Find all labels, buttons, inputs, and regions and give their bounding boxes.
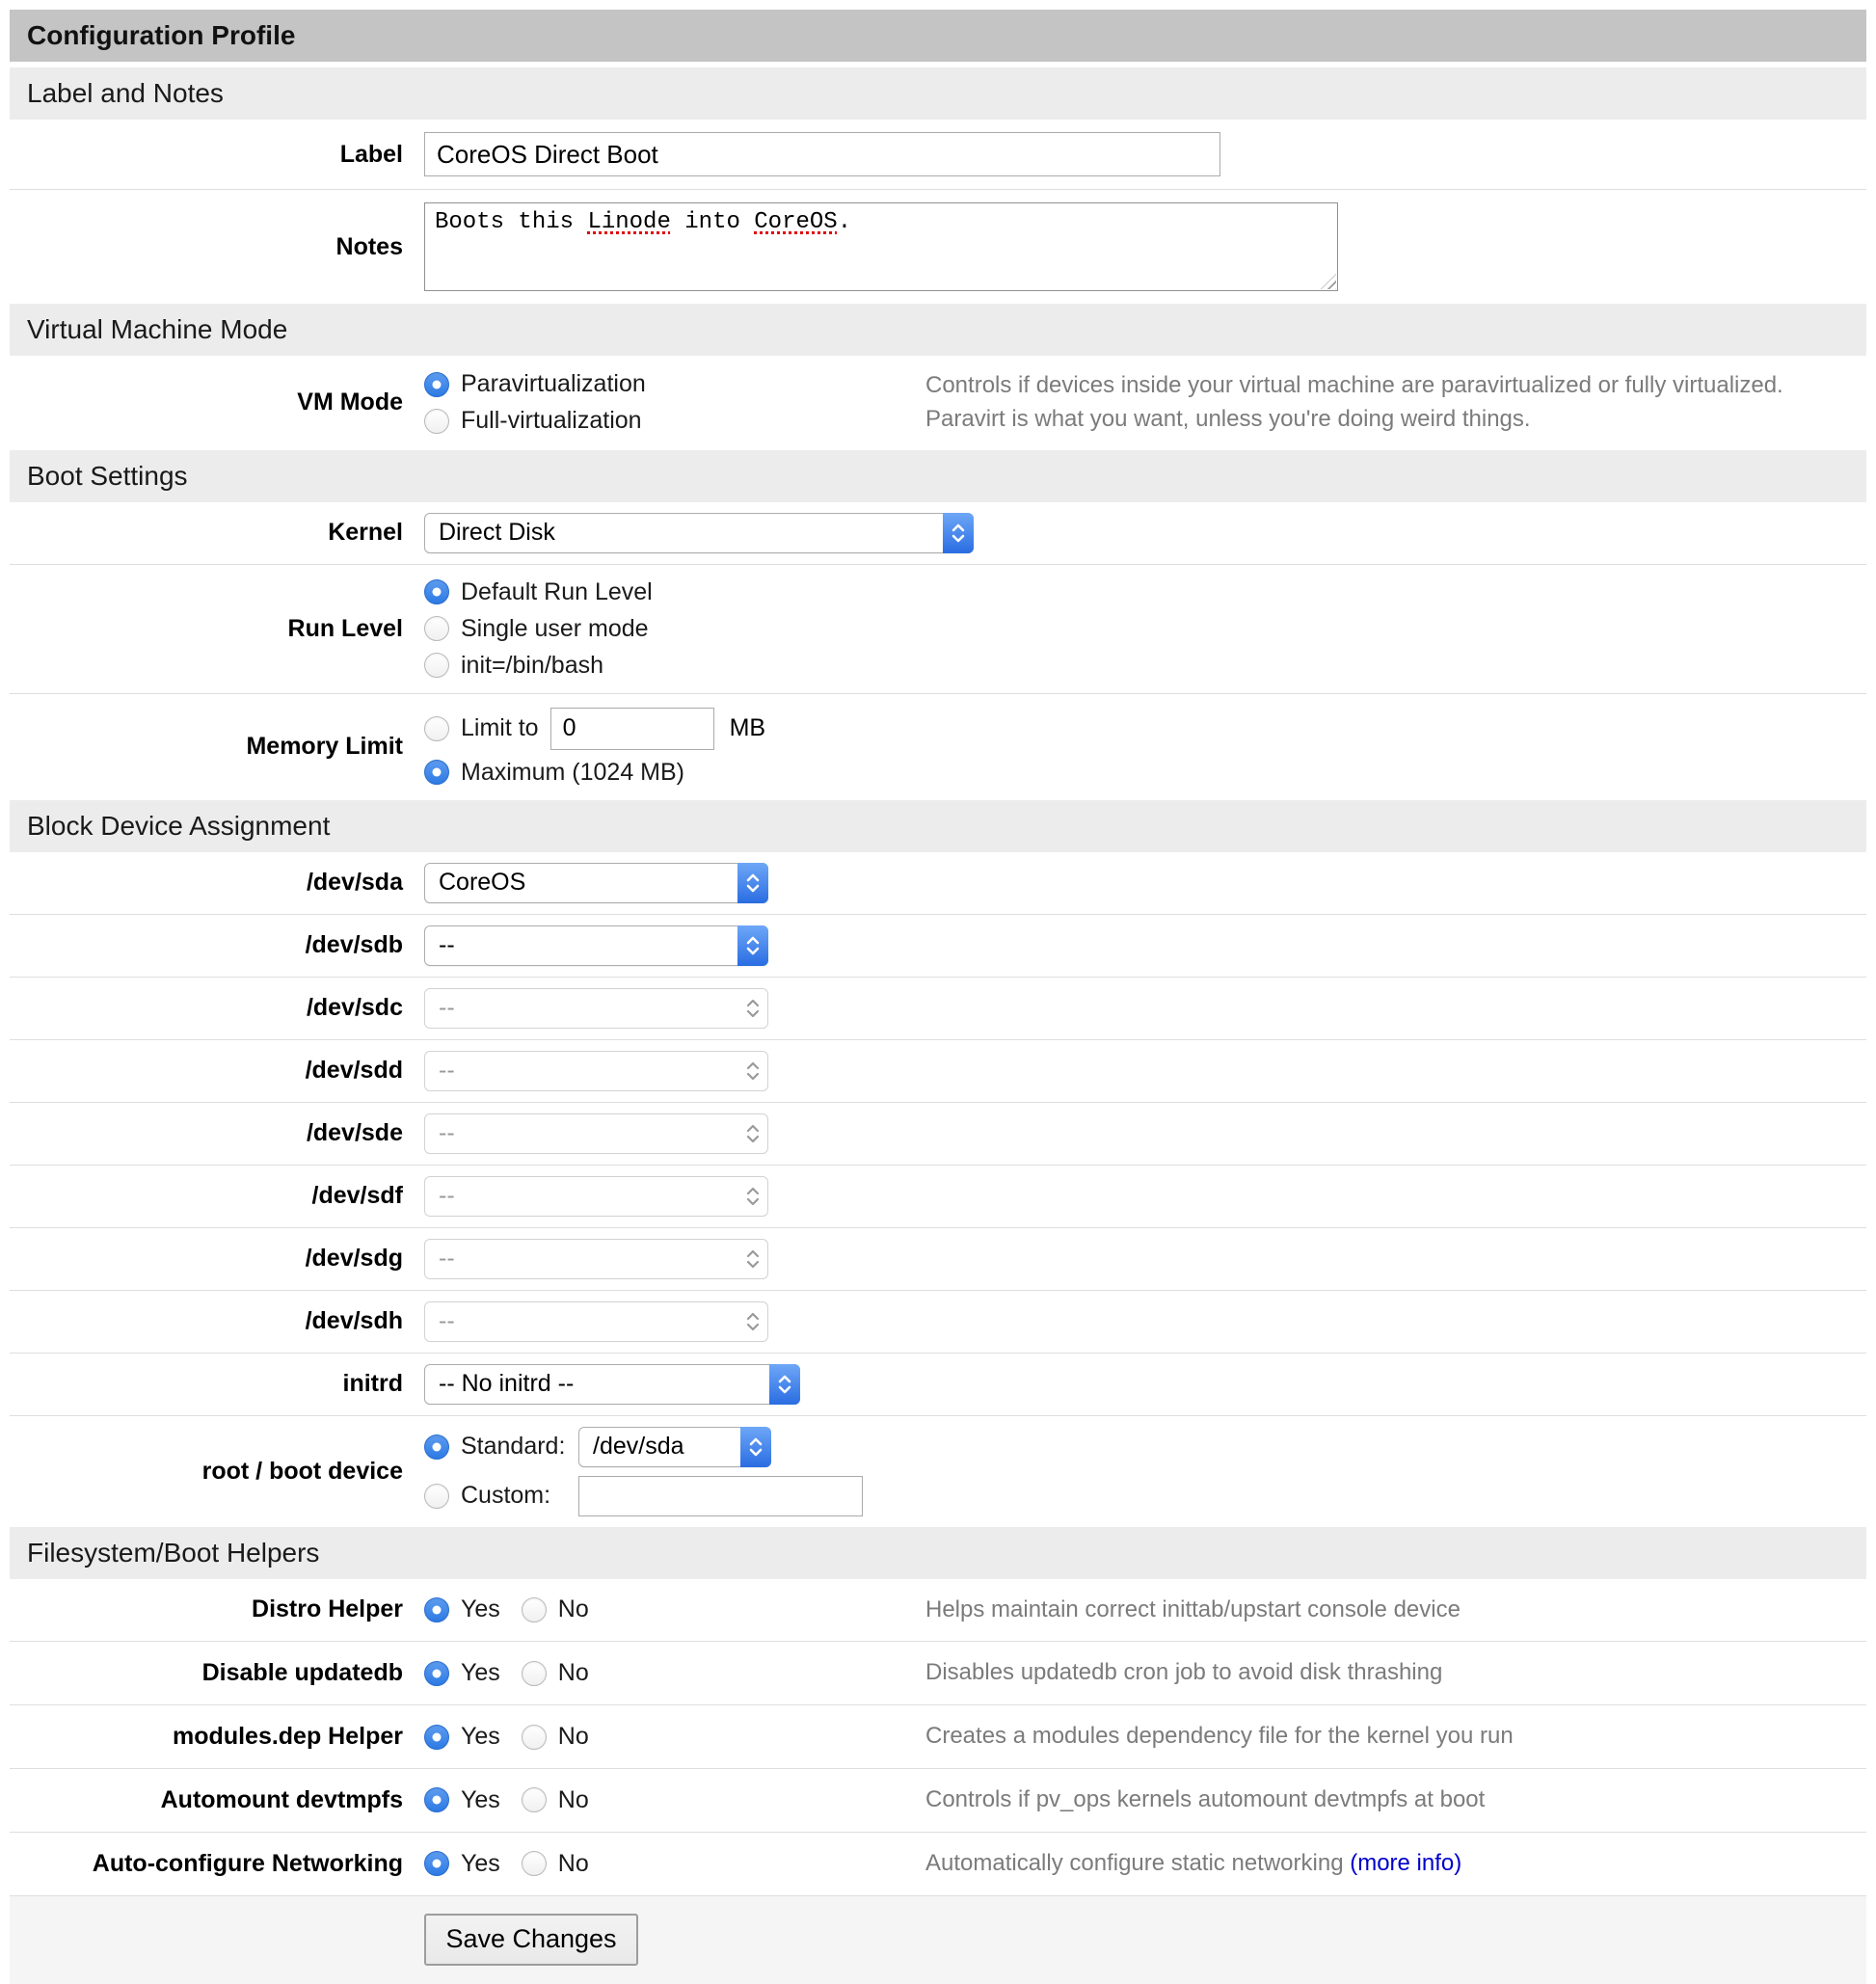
block-device-row: [10, 977, 1866, 1039]
block-device-row: [10, 1039, 1866, 1102]
helper-help-text: Automatically configure static networking (more info): [925, 1849, 1462, 1876]
block-device-row: [10, 1165, 1866, 1227]
page-title-bar: [10, 10, 1866, 62]
section-header-label: Boot Settings: [27, 460, 188, 491]
block-device-row: [10, 1102, 1866, 1165]
section-header-label: Filesystem/Boot Helpers: [27, 1537, 320, 1568]
chevron-up-down-icon: [943, 513, 974, 553]
radio-automount-devtmpfs-yes[interactable]: [424, 1787, 449, 1812]
radio-paravirtualization-label: Paravirtualization: [461, 370, 646, 398]
device-label: /dev/sdb: [305, 931, 403, 959]
helper-help-text: Controls if pv_ops kernels automount devtmpfs at boot: [925, 1785, 1486, 1812]
helper-label: modules.dep Helper: [173, 1723, 403, 1751]
device-label: /dev/sdh: [305, 1307, 403, 1335]
block-device-row: [10, 852, 1866, 914]
radio-init-bin-bash-label: init=/bin/bash: [461, 651, 604, 679]
kernel-row: [10, 502, 1866, 564]
helper-help-text: Disables updatedb cron job to avoid disk thrashing: [925, 1659, 1443, 1686]
device-sdd-select: --: [424, 1051, 768, 1091]
radio-disable-updatedb-no[interactable]: [522, 1661, 547, 1686]
chevron-up-down-icon: [738, 1247, 767, 1271]
radio-memory-maximum-label: Maximum (1024 MB): [461, 758, 684, 786]
helper-row-devtmpfs: Automount devtmpfs Yes No Controls if pv_ops kernels automount devtmpfs at boot: [10, 1768, 1866, 1832]
radio-automount-devtmpfs-no[interactable]: [522, 1787, 547, 1812]
vm-mode-label: VM Mode: [297, 389, 403, 416]
label-input[interactable]: [424, 132, 1220, 176]
notes-field-label: Notes: [335, 232, 403, 260]
label-field-label: Label: [339, 140, 403, 168]
block-device-row: [10, 1227, 1866, 1290]
section-header-boot-settings: [10, 450, 1866, 502]
helper-row-networking: Auto-configure Networking Yes No Automatically configure static networking (more info): [10, 1832, 1866, 1895]
device-label: /dev/sde: [306, 1119, 403, 1147]
chevron-up-down-icon: [738, 1185, 767, 1208]
radio-autoconfig-networking-no[interactable]: [522, 1851, 547, 1876]
root-device-select[interactable]: /dev/sda: [578, 1427, 771, 1467]
block-device-row: [10, 1290, 1866, 1353]
chevron-up-down-icon: [737, 925, 768, 966]
radio-memory-maximum[interactable]: [424, 760, 449, 785]
initrd-label: initrd: [342, 1370, 403, 1398]
radio-modules-dep-yes[interactable]: [424, 1725, 449, 1750]
radio-init-bin-bash[interactable]: [424, 653, 449, 678]
radio-modules-dep-no[interactable]: [522, 1725, 547, 1750]
run-level-label: Run Level: [287, 614, 403, 642]
radio-single-user-mode-label: Single user mode: [461, 614, 649, 642]
device-sdb-select[interactable]: --: [424, 925, 768, 966]
memory-limit-label: Memory Limit: [246, 733, 403, 761]
more-info-link[interactable]: (more info): [1350, 1849, 1462, 1876]
notes-text-misspelled: Linode: [587, 209, 671, 235]
section-header-fs-helpers: [10, 1527, 1866, 1579]
radio-root-custom[interactable]: [424, 1484, 449, 1509]
initrd-row: [10, 1353, 1866, 1415]
vm-mode-row: [10, 356, 1866, 450]
device-label: /dev/sdg: [305, 1245, 403, 1273]
radio-memory-limit-to[interactable]: [424, 716, 449, 741]
radio-root-standard-label: Standard:: [461, 1433, 566, 1461]
chevron-up-down-icon: [738, 1059, 767, 1083]
initrd-select[interactable]: -- No initrd --: [424, 1364, 800, 1405]
section-header-label: Block Device Assignment: [27, 810, 331, 841]
root-boot-device-row: [10, 1415, 1866, 1527]
radio-memory-limit-to-label: Limit to: [461, 714, 539, 742]
device-label: /dev/sdd: [305, 1057, 403, 1085]
section-header-label: Virtual Machine Mode: [27, 314, 288, 344]
device-label: /dev/sda: [306, 869, 403, 897]
memory-unit-label: MB: [729, 714, 766, 742]
memory-limit-input[interactable]: [550, 708, 714, 750]
device-sdf-select: --: [424, 1176, 768, 1217]
chevron-up-down-icon: [737, 863, 768, 903]
helper-label: Automount devtmpfs: [160, 1785, 403, 1813]
radio-root-custom-label: Custom:: [461, 1482, 551, 1510]
helper-label: Distro Helper: [252, 1595, 403, 1623]
helper-label: Disable updatedb: [201, 1659, 403, 1687]
helper-row-modules-dep: modules.dep Helper Yes No Creates a modules dependency file for the kernel you run: [10, 1704, 1866, 1768]
helper-row-distro: Distro Helper Yes No Helps maintain correct inittab/upstart console device: [10, 1579, 1866, 1642]
helper-help-text: Creates a modules dependency file for the kernel you run: [925, 1723, 1514, 1750]
radio-single-user-mode[interactable]: [424, 616, 449, 641]
vm-mode-help: Controls if devices inside your virtual machine are paravirtualized or fully virtualized. Paravirt is what you want, unless you're doing weird things.: [925, 372, 1783, 432]
chevron-up-down-icon: [738, 1310, 767, 1333]
notes-text: .: [837, 209, 852, 235]
radio-distro-helper-no[interactable]: [522, 1597, 547, 1622]
helper-label: Auto-configure Networking: [92, 1849, 403, 1877]
notes-textarea[interactable]: [424, 202, 1338, 291]
section-header-block-device: [10, 800, 1866, 852]
memory-limit-row: [10, 693, 1866, 800]
device-sdh-select: --: [424, 1301, 768, 1342]
notes-text: into: [670, 209, 755, 235]
helper-row-updatedb: Disable updatedb Yes No Disables updatedb cron job to avoid disk thrashing: [10, 1641, 1866, 1704]
save-changes-button[interactable]: Save Changes: [424, 1914, 638, 1966]
kernel-select[interactable]: [424, 513, 974, 553]
notes-text: Boots this: [435, 209, 588, 235]
chevron-up-down-icon: [769, 1364, 800, 1405]
label-row: [10, 120, 1866, 189]
section-header-vm-mode: [10, 304, 1866, 356]
radio-autoconfig-networking-yes[interactable]: [424, 1851, 449, 1876]
root-custom-input[interactable]: [578, 1476, 863, 1516]
resize-grip-icon[interactable]: [1321, 274, 1336, 289]
radio-full-virtualization-label: Full-virtualization: [461, 407, 642, 435]
root-boot-device-label: root / boot device: [201, 1457, 403, 1485]
device-sdg-select: --: [424, 1239, 768, 1279]
device-label: /dev/sdc: [306, 994, 403, 1022]
configuration-profile-page: [0, 10, 1876, 1984]
block-device-row: [10, 914, 1866, 977]
device-label: /dev/sdf: [311, 1182, 403, 1210]
radio-default-run-level[interactable]: [424, 579, 449, 604]
device-sde-select: --: [424, 1113, 768, 1154]
chevron-up-down-icon: [738, 997, 767, 1020]
device-sdc-select: --: [424, 988, 768, 1029]
kernel-label: Kernel: [328, 519, 403, 547]
footer-bar: [10, 1895, 1866, 1984]
device-sda-select[interactable]: CoreOS: [424, 863, 768, 903]
section-header-label: Label and Notes: [27, 78, 224, 108]
radio-default-run-level-label: Default Run Level: [461, 577, 653, 605]
radio-root-standard[interactable]: [424, 1434, 449, 1460]
radio-paravirtualization[interactable]: [424, 372, 449, 397]
notes-row: [10, 189, 1866, 304]
section-header-label-and-notes: [10, 67, 1866, 120]
chevron-up-down-icon: [738, 1122, 767, 1145]
radio-full-virtualization[interactable]: [424, 409, 449, 434]
kernel-select-value: Direct Disk: [439, 519, 555, 547]
page-title: Configuration Profile: [27, 20, 296, 50]
radio-disable-updatedb-yes[interactable]: [424, 1661, 449, 1686]
chevron-up-down-icon: [740, 1427, 771, 1467]
radio-distro-helper-yes[interactable]: [424, 1597, 449, 1622]
run-level-row: [10, 564, 1866, 693]
helper-help-text: Helps maintain correct inittab/upstart console device: [925, 1595, 1461, 1622]
notes-text-misspelled: CoreOS: [754, 209, 838, 235]
